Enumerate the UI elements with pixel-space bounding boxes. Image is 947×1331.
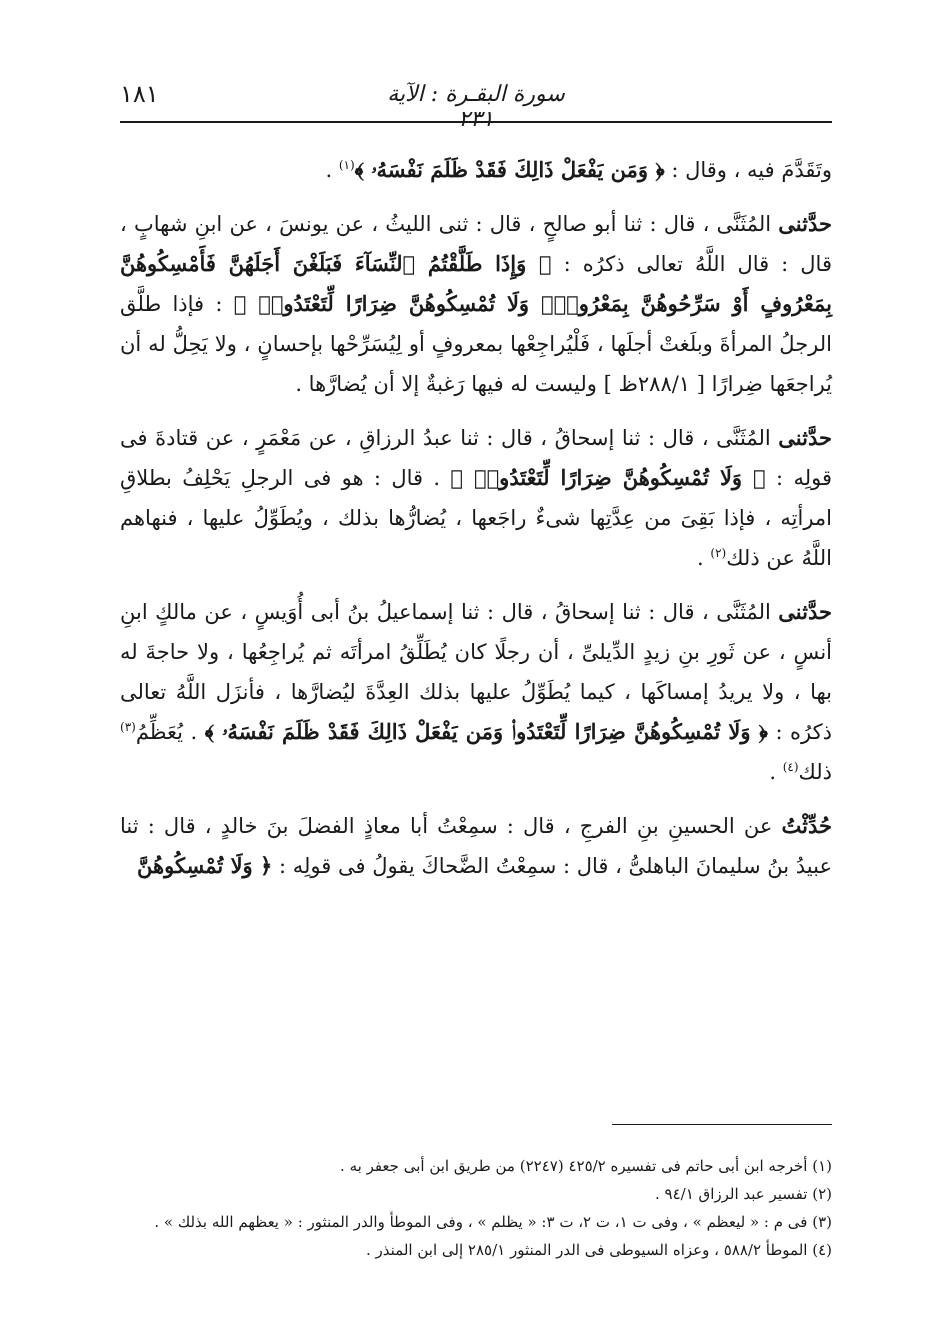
footnote-marker: (٢) [710,546,727,560]
quran-quote: ﴿ وَلَا تُمْسِكُوهُنَّ ضِرَارًا لِّتَعْتَدُوا۟ ﴾ [450,465,766,490]
paragraph-text: المُثَنَّى ، قال : ثنا إسحاقُ ، قال : ثنا عبدُ الرزاقِ ، عن مَعْمَرٍ ، عن قتادةَ فى قولِه : [120,426,832,490]
quran-quote: ﴿ وَإِذَا طَلَّقْتُمُ ٱلنِّسَآءَ فَبَلَغْنَ أَجَلَهُنَّ فَأَمْسِكُوهُنَّ بِمَعْرُوفٍ أَوْ سَرِّحُوهُنَّ بِمَعْرُوفٍۚ وَلَا تُمْسِكُوهُنَّ ضِرَارًا لِّتَعْتَدُوا۟ ﴾ [120,251,833,316]
footnote-3: (٣) فى م : « ليعظم » ، وفى ت ١، ت ٢، ت ٣: « يظلم » ، وفى الموطأ والدر المنثور : « يعظهم الله بذلك » . [154,1213,832,1231]
quran-quote: ﴿ وَمَن يَفْعَلْ ذَالِكَ فَقَدْ ظَلَمَ نَفْسَهُۥ ﴾ [354,157,665,182]
paragraph-2 [120,204,832,404]
paragraph-text: ذلك [798,760,832,784]
page-header [120,78,832,132]
footnotes [120,1152,832,1264]
paragraph-lead: حدَّثنى [778,599,832,624]
running-title: سورة البقـرة : الآية ٢٣١ [387,82,565,132]
paragraph-text: وتَقَدَّمَ فيه ، وقال : [664,158,832,182]
paragraph-4 [120,592,832,792]
footnote-marker: (٤) [782,760,799,774]
paragraph-lead: حدَّثنى [778,425,832,450]
header-divider [120,121,832,123]
paragraph-text: : فإذا طلَّق الرجلُ المرأةَ وبلَغتْ أجلَها ، فَلْيُراجِعْها بمعروفٍ أو لِيُسَرِّحْها بإحسانٍ ، ولا يَحِلُّ له أن يُراجعَها ضِرارًا [ ٢٨٨/١ظ ] وليست له فيها رَغبةٌ إلا أن يُضارَّها . [120,292,832,396]
paragraph-text: المُثَنَّى ، قال : ثنا إسحاقُ ، قال : ثنا إسماعيلُ بنُ أبى أُوَيسٍ ، عن مالكٍ ابنِ أنسٍ ، عن ثَورِ بنِ زيدٍ الدِّيلىِّ ، أن رجلًا كان يُطَلِّقُ امرأتَه ثم يُراجِعُها ، ولا حاجةَ له بها ، ولا يريدُ إمساكَها ، كيما يُطَوِّلُ عليها بذلك العِدَّةَ ليُضارَّها ، فأنزَل اللَّهُ تعالى ذكرُه : [120,600,832,744]
footnote-1: (١) أخرجه ابن أبى حاتم فى تفسيره ٤٢٥/٢ (٢٢٤٧) من طريق ابن أبى جعفر به . [340,1157,832,1175]
paragraph-text: عن الحسينِ بنِ الفرجِ ، قال : سمِعْتُ أبا معاذٍ الفضلَ بنَ خالدٍ ، قال : ثنا عبيدُ بنُ سليمانَ الباهلىُّ ، قال : سمِعْتُ الضَّحاكَ يقولُ فى قولِه : [120,814,832,878]
paragraph-1 [120,150,832,190]
quran-quote: ﴿ وَلَا تُمْسِكُوهُنَّ ضِرَارًا لِّتَعْتَدُوا۟ وَمَن يَفْعَلْ ذَالِكَ فَقَدْ ظَلَمَ نَفْسَهُۥ ﴾ [204,719,768,744]
footnote-4: (٤) الموطأ ٥٨٨/٢ ، وعزاه السيوطى فى الدر المنثور ٢٨٥/١ إلى ابن المنذر . [366,1241,832,1259]
quran-quote: ﴿ وَلَا تُمْسِكُوهُنَّ [137,853,273,878]
paragraph-text: . قال : هو فى الرجلِ يَحْلِفُ بطلاقِ امرأتِه ، فإذا بَقِىَ من عِدَّتِها شىءٌ راجَعها ، يُضارُّها بذلك ، ويُطَوِّلُ عليها ، فنهاهم اللَّهُ عن ذلك [120,466,832,570]
paragraph-text: . يُعَظِّمُ [135,720,205,744]
paragraph-5 [120,806,832,886]
main-text [120,150,832,900]
paragraph-text: . [325,158,339,182]
footnote-divider [612,1124,832,1125]
paragraph-3 [120,418,832,578]
paragraph-text: . [697,546,711,570]
footnote-marker: (٣) [120,720,136,734]
paragraph-text: . [769,760,783,784]
paragraph-text: المُثَنَّى ، قال : ثنا أبو صالحٍ ، قال : ثنى الليثُ ، عن يونسَ ، عن ابنِ شهابٍ ، قال : قال اللَّهُ تعالى ذكرُه : [120,212,832,276]
footnote-marker: (١) [338,158,355,172]
footnote-2: (٢) تفسير عبد الرزاق ٩٤/١ . [655,1185,832,1203]
page-number: ١٨١ [120,80,159,108]
paragraph-lead: حُدِّثْتُ [781,813,832,838]
paragraph-lead: حدَّثنى [778,211,832,236]
